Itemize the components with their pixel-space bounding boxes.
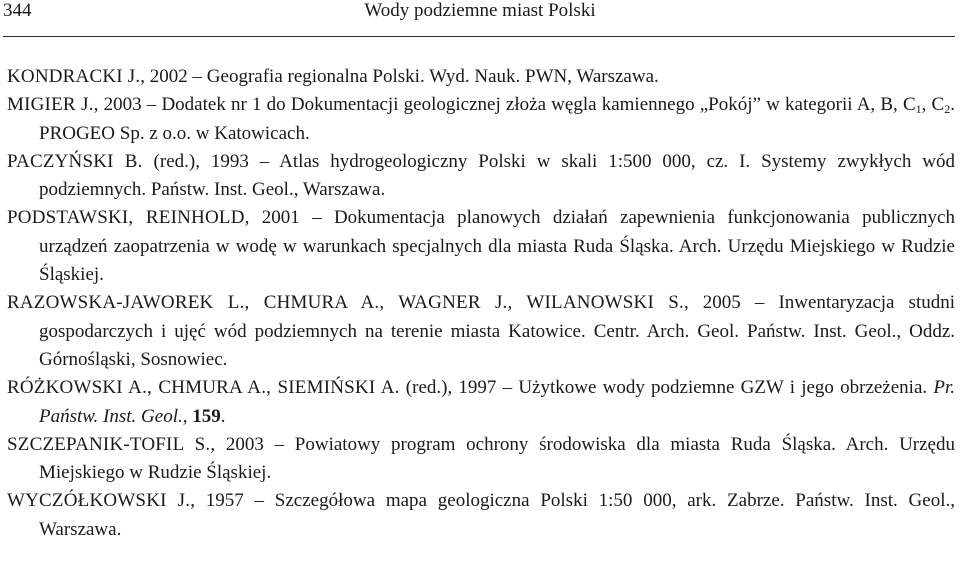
running-title: Wody podziemne miast Polski <box>364 0 596 21</box>
reference-entry <box>7 63 955 91</box>
reference-author: SZCZEPANIK-TOFIL S. <box>7 433 211 455</box>
journal-title: Pr. Państw. Inst. Geol. <box>39 377 955 427</box>
subscript: 1 <box>915 102 922 117</box>
reference-text: (red.), 1993 – Atlas hydrogeologiczny Polski w skali 1:500 000, cz. I. Systemy zwykłych wód podziemnych. Państw. Inst. Geol., Warszawa. <box>39 150 955 201</box>
reference-author: PACZYŃSKI B. <box>7 150 143 172</box>
reference-text: , 2002 – Geografia regionalna Polski. Wyd. Nauk. PWN, Warszawa. <box>140 66 659 87</box>
reference-author: KONDRACKI J. <box>7 66 141 87</box>
reference-text: . PROGEO Sp. z o.o. w Katowicach. <box>39 94 955 144</box>
reference-author: RÓŻKOWSKI A., CHMURA A., SIEMIŃSKI A. <box>7 377 400 399</box>
reference-text: , C <box>921 94 945 116</box>
reference-author: PODSTAWSKI, REINHOLD <box>7 207 245 229</box>
reference-text: , 1957 – Szczegółowa mapa geologiczna Polski 1:50 000, ark. Zabrze. Państw. Inst. Geol., Warszawa. <box>39 490 955 540</box>
reference-text: , <box>182 405 193 427</box>
reference-entry <box>7 487 955 544</box>
reference-author: RAZOWSKA-JAWOREK L., CHMURA A., WAGNER J., WILANOWSKI S. <box>7 292 684 314</box>
reference-entry <box>7 289 955 374</box>
reference-entry <box>7 148 955 205</box>
reference-text: , 2001 – Dokumentacja planowych działań zapewnienia funkcjonowania publicznych urządzeń zaopatrzenia w wodę w warunkach specjalnych dla miasta Ruda Śląska. Arch. Urzędu Miejskiego w Rudzie Śląskiej. <box>39 207 955 286</box>
page-header <box>0 0 960 40</box>
reference-entry <box>7 374 955 431</box>
reference-entry <box>7 431 955 488</box>
reference-text: (red.), 1997 – Użytkowe wody podziemne GZW i jego obrzeżenia. <box>399 377 934 399</box>
reference-list <box>7 63 955 544</box>
reference-text: , 2005 – Inwentaryzacja studni gospodarczych i ujęć wód podziemnych na terenie miasta Katowice. Centr. Arch. Geol. Państw. Inst. Geol., Oddz. Górnośląski, Sosnowiec. <box>39 292 955 370</box>
reference-entry <box>7 204 955 289</box>
page-number: 344 <box>3 0 32 21</box>
subscript: 2 <box>944 102 951 117</box>
reference-entry <box>7 91 955 148</box>
reference-author: MIGIER J. <box>7 94 94 116</box>
reference-text: , 2003 – Dodatek nr 1 do Dokumentacji geologicznej złoża węgla kamiennego „Pokój” w kategorii A, B, C <box>93 94 916 116</box>
reference-author: WYCZÓŁKOWSKI J. <box>7 490 191 512</box>
header-rule <box>3 36 955 37</box>
volume-number: 159 <box>192 405 221 427</box>
reference-text: , 2003 – Powiatowy program ochrony środowiska dla miasta Ruda Śląska. Arch. Urzędu Miejskiego w Rudzie Śląskiej. <box>39 433 955 484</box>
reference-text: . <box>220 405 226 427</box>
